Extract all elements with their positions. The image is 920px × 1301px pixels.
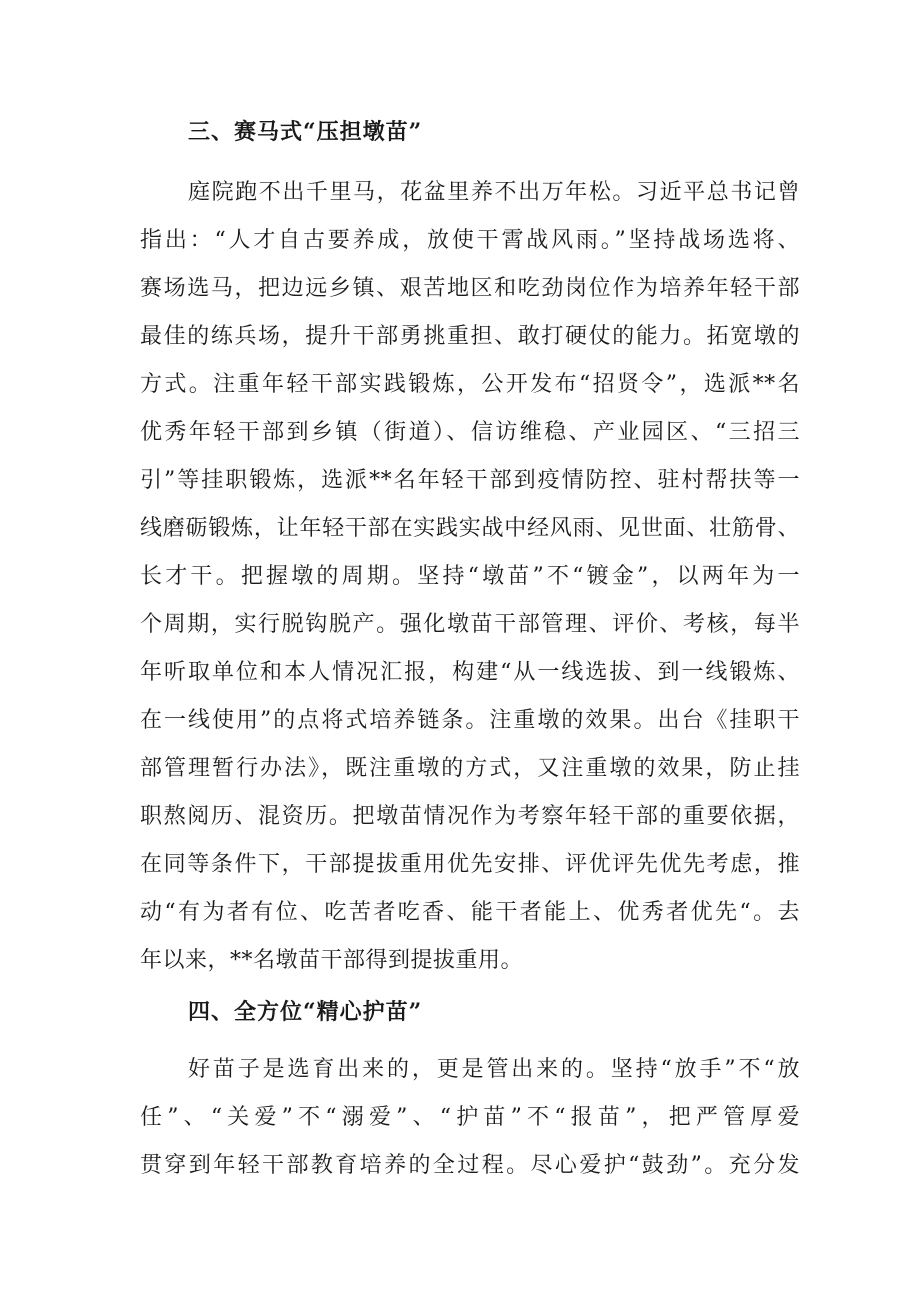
section-3-heading: 三、赛马式“压担墩苗” xyxy=(188,119,423,145)
section-3-line: 动“有为者有位、吃苦者吃香、能干者能上、优秀者优先“。去 xyxy=(140,900,800,925)
section-3-line: 庭院跑不出千里马，花盆里养不出万年松。习近平总书记曾 xyxy=(188,180,800,205)
section-3-line: 个周期，实行脱钩脱产。强化墩苗干部管理、评价、考核，每半 xyxy=(140,612,800,637)
section-3-line: 指出：“人才自古要养成，放使干霄战风雨。”坚持战场选将、 xyxy=(140,228,800,253)
section-3-line: 线磨砺锻炼，让年轻干部在实践实战中经风雨、见世面、壮筋骨、 xyxy=(140,516,800,541)
section-3-line: 年听取单位和本人情况汇报，构建“从一线选拔、到一线锻炼、 xyxy=(140,660,800,685)
section-3-line: 年以来，**名墩苗干部得到提拔重用。 xyxy=(140,948,524,973)
section-3-line: 在同等条件下，干部提拔重用优先安排、评优评先优先考虑，推 xyxy=(140,852,800,877)
section-3-line: 部管理暂行办法》，既注重墩的方式，又注重墩的效果，防止挂 xyxy=(140,756,800,781)
section-3-line: 优秀年轻干部到乡镇（街道）、信访维稳、产业园区、“三招三 xyxy=(140,420,800,445)
section-3-line: 赛场选马，把边远乡镇、艰苦地区和吃劲岗位作为培养年轻干部 xyxy=(140,276,800,301)
section-4-heading: 四、全方位“精心护苗” xyxy=(188,999,423,1025)
section-3-line: 引”等挂职锻炼，选派**名年轻干部到疫情防控、驻村帮扶等一 xyxy=(140,468,800,493)
section-3-line: 长才干。把握墩的周期。坚持“墩苗”不“镀金”，以两年为一 xyxy=(140,564,800,589)
section-3-line: 在一线使用”的点将式培养链条。注重墩的效果。出台《挂职干 xyxy=(140,708,800,733)
section-4-line: 贯穿到年轻干部教育培养的全过程。尽心爱护“鼓劲”。充分发 xyxy=(140,1153,800,1178)
section-3-line: 最佳的练兵场，提升干部勇挑重担、敢打硬仗的能力。拓宽墩的 xyxy=(140,324,800,349)
section-3-line: 方式。注重年轻干部实践锻炼，公开发布“招贤令”，选派**名 xyxy=(140,372,800,397)
section-3-line: 职熬阅历、混资历。把墩苗情况作为考察年轻干部的重要依据， xyxy=(140,804,800,829)
section-4-line: 任”、“关爱”不“溺爱”、“护苗”不“报苗”，把严管厚爱 xyxy=(140,1105,800,1130)
section-4-line: 好苗子是选育出来的，更是管出来的。坚持“放手”不“放 xyxy=(188,1057,800,1082)
